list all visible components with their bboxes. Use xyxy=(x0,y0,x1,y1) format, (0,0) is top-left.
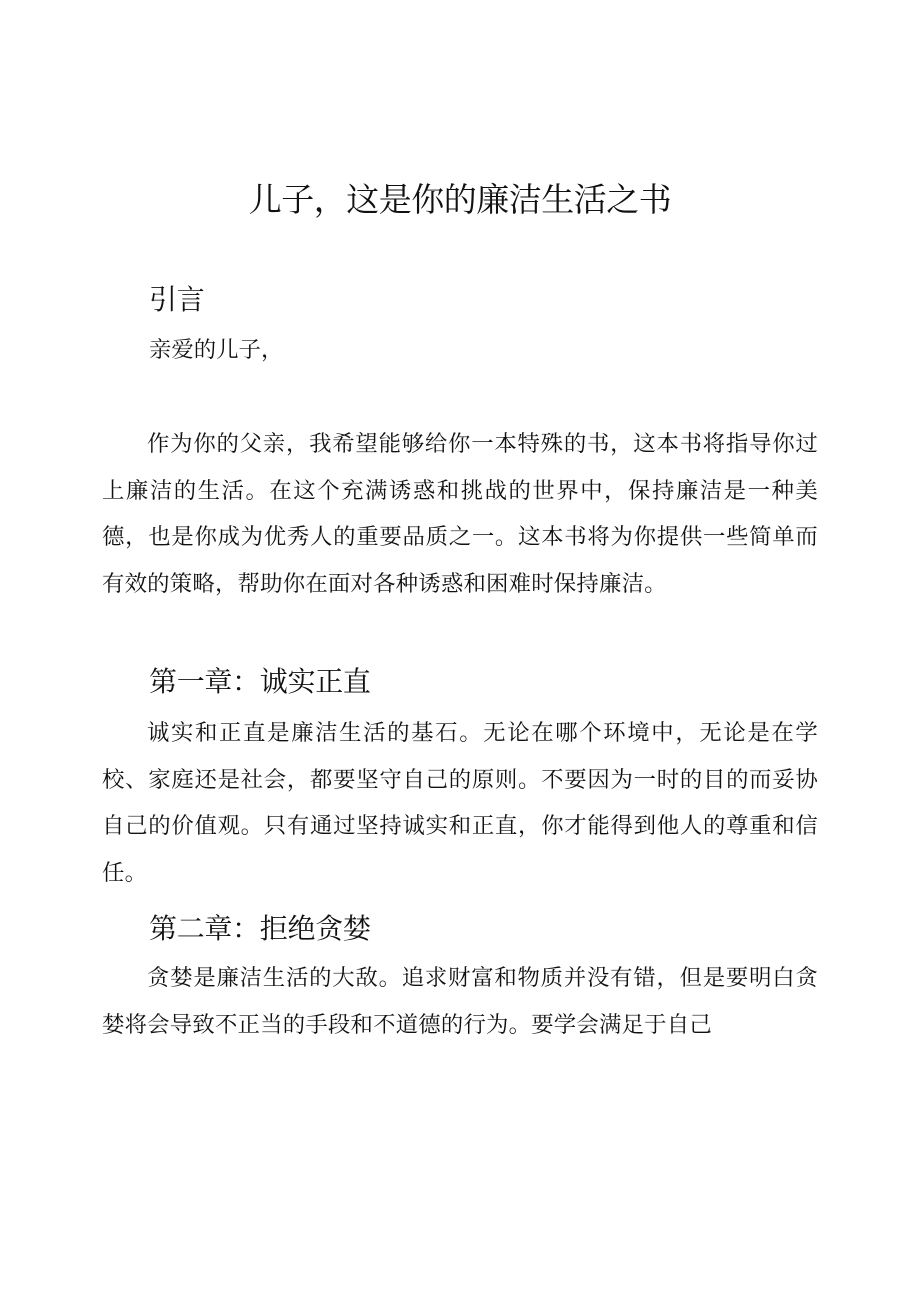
section-heading-chapter-1: 第一章：诚实正直 xyxy=(149,665,371,698)
chapter-1-paragraph: 诚实和正直是廉洁生活的基石。无论在哪个环境中，无论是在学校、家庭还是社会，都要坚守自己的原则。不要因为一时的目的而妥协自己的价值观。只有通过坚持诚实和正直，你才能得到他人的尊重和信任。 xyxy=(102,720,818,886)
section-heading-chapter-2: 第二章：拒绝贪婪 xyxy=(149,912,371,945)
chapter-2-paragraph: 贪婪是廉洁生活的大敌。追求财富和物质并没有错，但是要明白贪婪将会导致不正当的手段和不道德的行为。要学会满足于自己 xyxy=(102,965,818,1038)
salutation: 亲爱的儿子， xyxy=(149,337,284,363)
introduction-paragraph: 作为你的父亲，我希望能够给你一本特殊的书，这本书将指导你过上廉洁的生活。在这个充满诱惑和挑战的世界中，保持廉洁是一种美德，也是你成为优秀人的重要品质之一。这本书将为你提供一些简单而有效的策略，帮助你在面对各种诱惑和困难时保持廉洁。 xyxy=(102,431,818,597)
section-heading-introduction: 引言 xyxy=(149,283,205,316)
document-title: 儿子，这是你的廉洁生活之书 xyxy=(248,180,672,219)
